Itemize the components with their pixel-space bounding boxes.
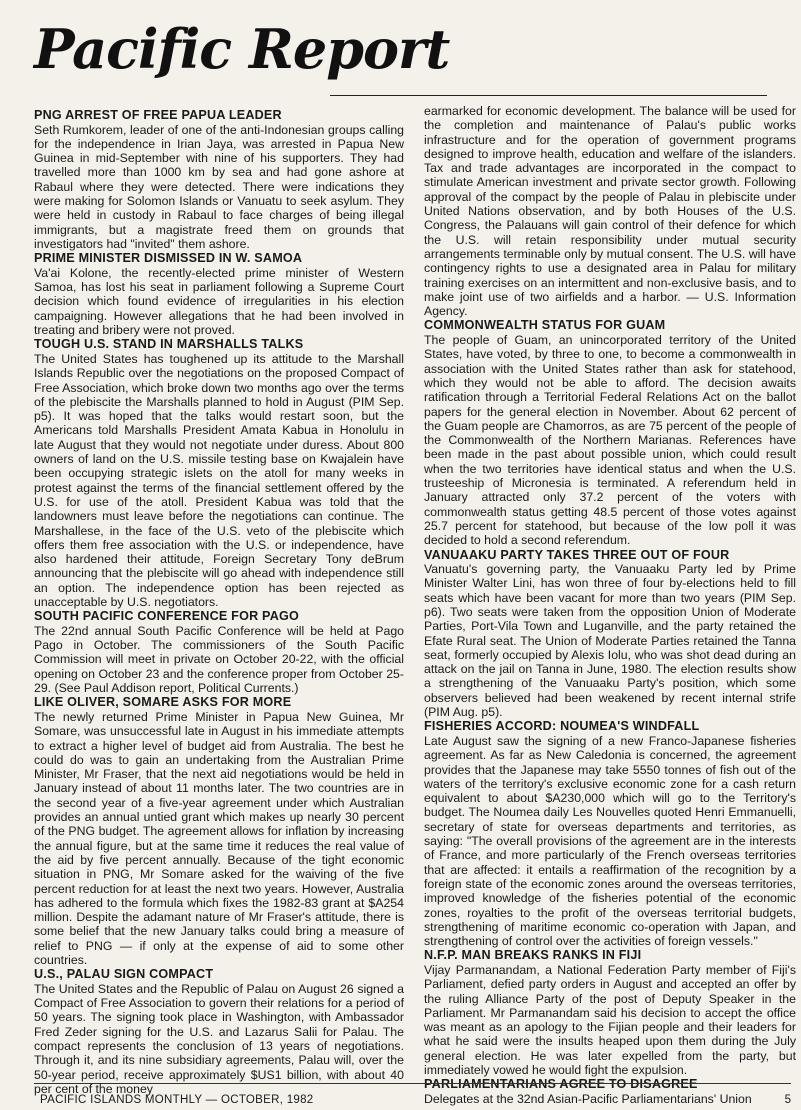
article-body: The United States and the Republic of Palau on August 26 signed a Compact of Free Association to govern their relations for a period of 50 years. The signing took place in Washington, with Ambassador Fred Zeder signing for the U.S. and Lazarus Salii for Palau. The compact represents the conclusion of 13 years of negotiations. Through it, and its nine subsidiary agreements, Palau will, over the 50-year period, receive approximately $US1 billion, with about 40 per cent of the money [34, 981, 404, 1096]
article-continuation [424, 104, 796, 318]
masthead-title: Pacific Report [34, 17, 450, 81]
article-body: The people of Guam, an unincorporated territory of the United States, have voted, by three to one, to become a commonwealth in association with the United States rather than ask for statehood, which they would not be able to afford. The decision awaits ratification through a Territorial Federal Relations Act on the ballot papers for the general election in November. About 62 percent of the Guam people are Chamorros, as are 75 percent of the people of the Commonwealth of the Northern Marianas. References have been made in the past about possible union, which could result when the two territories have identical status and when the U.S. trusteeship of Micronesia is terminated. A referendum held in January attracted only 37.2 percent of the voters with commonwealth status getting 48.5 percent of those votes against 25.7 percent for statehood, but because of the low poll it was decided to hold a second referendum. [424, 333, 796, 548]
article [424, 1077, 796, 1106]
page-number: 5 [784, 1094, 791, 1106]
article [34, 337, 404, 609]
article-headline: TOUGH U.S. STAND IN MARSHALLS TALKS [34, 337, 304, 352]
article [34, 251, 404, 337]
article-body: The newly returned Prime Minister in Papua New Guinea, Mr Somare, was unsuccessful late in August in his immediate attempts to extract a higher level of budget aid from Australia. The best he could do was to gain an undertaking from the Australian Prime Minister, Mr Fraser, that the next aid negotiations would be held in January instead of about 11 months later. The two countries are in the second year of a five-year agreement under which Australian provides an annual untied grant which makes up nearly 30 percent of the PNG budget. The agreement allows for inflation by increasing the annual figure, but at the same time it reduces the real value of the aid by five percent annually. Because of the tight economic situation in PNG, Mr Somare asked for the waiving of the five percent reduction for at least the next two years. However, Australia has adhered to the formula which fixes the 1982-83 grant at $A254 million. Despite the adamant nature of Mr Fraser's attitude, there is some belief that the new January talks could bring a measure of relief to PNG — if only at the expense of aid to some other countries. [34, 709, 404, 967]
right-column [424, 104, 796, 1106]
article [424, 548, 796, 720]
footer-rule [34, 1083, 791, 1084]
article-body: Delegates at the 32nd Asian-Pacific Parliamentarians' Union [424, 1091, 752, 1106]
article-body: Va'ai Kolone, the recently-elected prime minister of Western Samoa, has lost his seat in parliament following a Supreme Court decision which found evidence of irregularities in his election campaigning. However allegations that he had been involved in treating and bribery were not proved. [34, 265, 404, 338]
article-headline: VANUAAKU PARTY TAKES THREE OUT OF FOUR [424, 547, 730, 562]
article-headline: LIKE OLIVER, SOMARE ASKS FOR MORE [34, 695, 292, 710]
article [424, 318, 796, 547]
article-headline: U.S., PALAU SIGN COMPACT [34, 967, 214, 982]
article [34, 967, 404, 1096]
article-body: Vijay Parmanandam, a National Federation Party member of Fiji's Parliament, defied party orders in August and accepted an offer by the ruling Alliance Party of the post of Deputy Speaker in the Parliament. Mr Parmanandam said his decision to accept the office was meant as an apology to the Fijian people and their leaders for what he said were the insults heaped upon them during the July general election. He was later expelled from the party, but immediately vowed he would fight the expulsion. [424, 963, 796, 1078]
article [34, 695, 404, 967]
article [34, 609, 404, 695]
article [34, 108, 404, 251]
footer-publication: PACIFIC ISLANDS MONTHLY — OCTOBER, 1982 [40, 1094, 314, 1106]
article-body: earmarked for economic development. The balance will be used for the completion and maintenance of Palau's public works infrastructure and for the operation of government programs designed to improve health, education and welfare of the islanders. Tax and trade advantages are incorporated in the compact to stimulate American investment and private sector growth. Following approval of the compact by the people of Palau in plebiscite under United Nations observation, and by both Houses of the U.S. Congress, the Palauans will gain control of their defence for which the U.S. will retain responsibility under mutual security arrangements terminable only by mutual consent. The U.S. will have contingency rights to use a designated area in Palau for military training exercises on an intermittent and non-exclusive basis, and to make joint use of two airfields and a harbor. — U.S. Information Agency. [424, 104, 796, 319]
article-headline: PRIME MINISTER DISMISSED IN W. SAMOA [34, 251, 303, 266]
article-headline: SOUTH PACIFIC CONFERENCE FOR PAGO [34, 609, 300, 624]
article-headline: FISHERIES ACCORD: NOUMEA'S WINDFALL [424, 719, 700, 734]
masthead-rule [330, 95, 767, 96]
article-body: Seth Rumkorem, leader of one of the anti-Indonesian groups calling for the independence in Irian Jaya, was arrested in Papua New Guinea in mid-September with nine of his supporters. They had travelled more than 1000 km by sea and had gone ashore at Rabaul where they were detected. There were indications they were making for Solomon Islands or Vanuatu to seek asylum. They were held in custody in Rabaul to face charges of being illegal immigrants, but a magistrate freed them on grounds that investigators had "invited" them ashore. [34, 122, 404, 251]
article [424, 948, 796, 1077]
left-column [34, 108, 404, 1096]
article-body: The United States has toughened up its attitude to the Marshall Islands Republic over the negotiations on the proposed Compact of Free Association, which broke down two months ago over the terms of the plebiscite the Marshalls planned to hold in August (PIM Sep. p5). It was hoped that the talks would restart soon, but the Americans told Marshalls President Amata Kabua in Honolulu in late August that they would not negotiate under duress. About 800 owners of land on the U.S. missile testing base on Kwajalein have been occupying strategic islets on the atoll for many weeks in protest against the terms of the financial settlement offered by the U.S. for use of the atoll. President Kabua was told that the landowners must leave before the negotiations can continue. The Marshallese, in the face of the U.S. veto of the plebiscite which offers them free association with the U.S. or independence, have also hardened their attitude, Foreign Secretary Tony deBrum announcing that the plebiscite will go ahead with independence still an option. The independence option has been rejected as unacceptable by U.S. negotiators. [34, 351, 404, 609]
article-body: The 22nd annual South Pacific Conference will be held at Pago Pago in October. The commissioners of the South Pacific Commission will meet in private on October 20-22, with the official opening on October 23 and the conference proper from October 25-29. (See Paul Addison report, Political Currents.) [34, 623, 404, 696]
article-body: Late August saw the signing of a new Franco-Japanese fisheries agreement. As far as New Caledonia is concerned, the agreement provides that the Japanese may take 5550 tonnes of fish out of the waters of the territory's exclusive economic zone for a cash return equivalent to about $A230,000 which will go to the Territory's budget. The Noumea daily Les Nouvelles quoted Henri Emmanuelli, secretary of state for overseas departments and territories, as saying: "The overall provisions of the agreement are in the interests of France, and more particularly of the French overseas territories that are affected: it entails a reaffirmation of the recognition by a foreign state of the economic zones around the overseas territories, improved knowledge of the fisheries potential of the economic zones, royalties to the profit of the overseas territorial budgets, strengthening of maritime economic co-operation with Japan, and strengthening of control over the activities of foreign vessels." [424, 733, 796, 949]
article [424, 719, 796, 948]
article-headline: N.F.P. MAN BREAKS RANKS IN FIJI [424, 948, 642, 963]
article-headline: PARLIAMENTARIANS AGREE TO DISAGREE [424, 1077, 698, 1092]
article-headline: PNG ARREST OF FREE PAPUA LEADER [34, 108, 282, 122]
article-headline: COMMONWEALTH STATUS FOR GUAM [424, 318, 666, 333]
article-body: Vanuatu's governing party, the Vanuaaku Party led by Prime Minister Walter Lini, has won three of four by-elections held to fill seats which have been vacant for more than two years (PIM Sep. p6). Two seats were taken from the opposition Union of Moderate Parties, Port-Vila Town and Luganville, and the party retained the Efate Rural seat. The Union of Moderate Parties retained the Tanna seat, formerly occupied by Alexis Iolu, who was shot dead during an attack on the jail on Tanna in June, 1980. The election results show a strengthening of the Vanuaaku Party's position, which some observers believed had been weakened by recent internal strife (PIM Aug. p5). [424, 562, 796, 720]
